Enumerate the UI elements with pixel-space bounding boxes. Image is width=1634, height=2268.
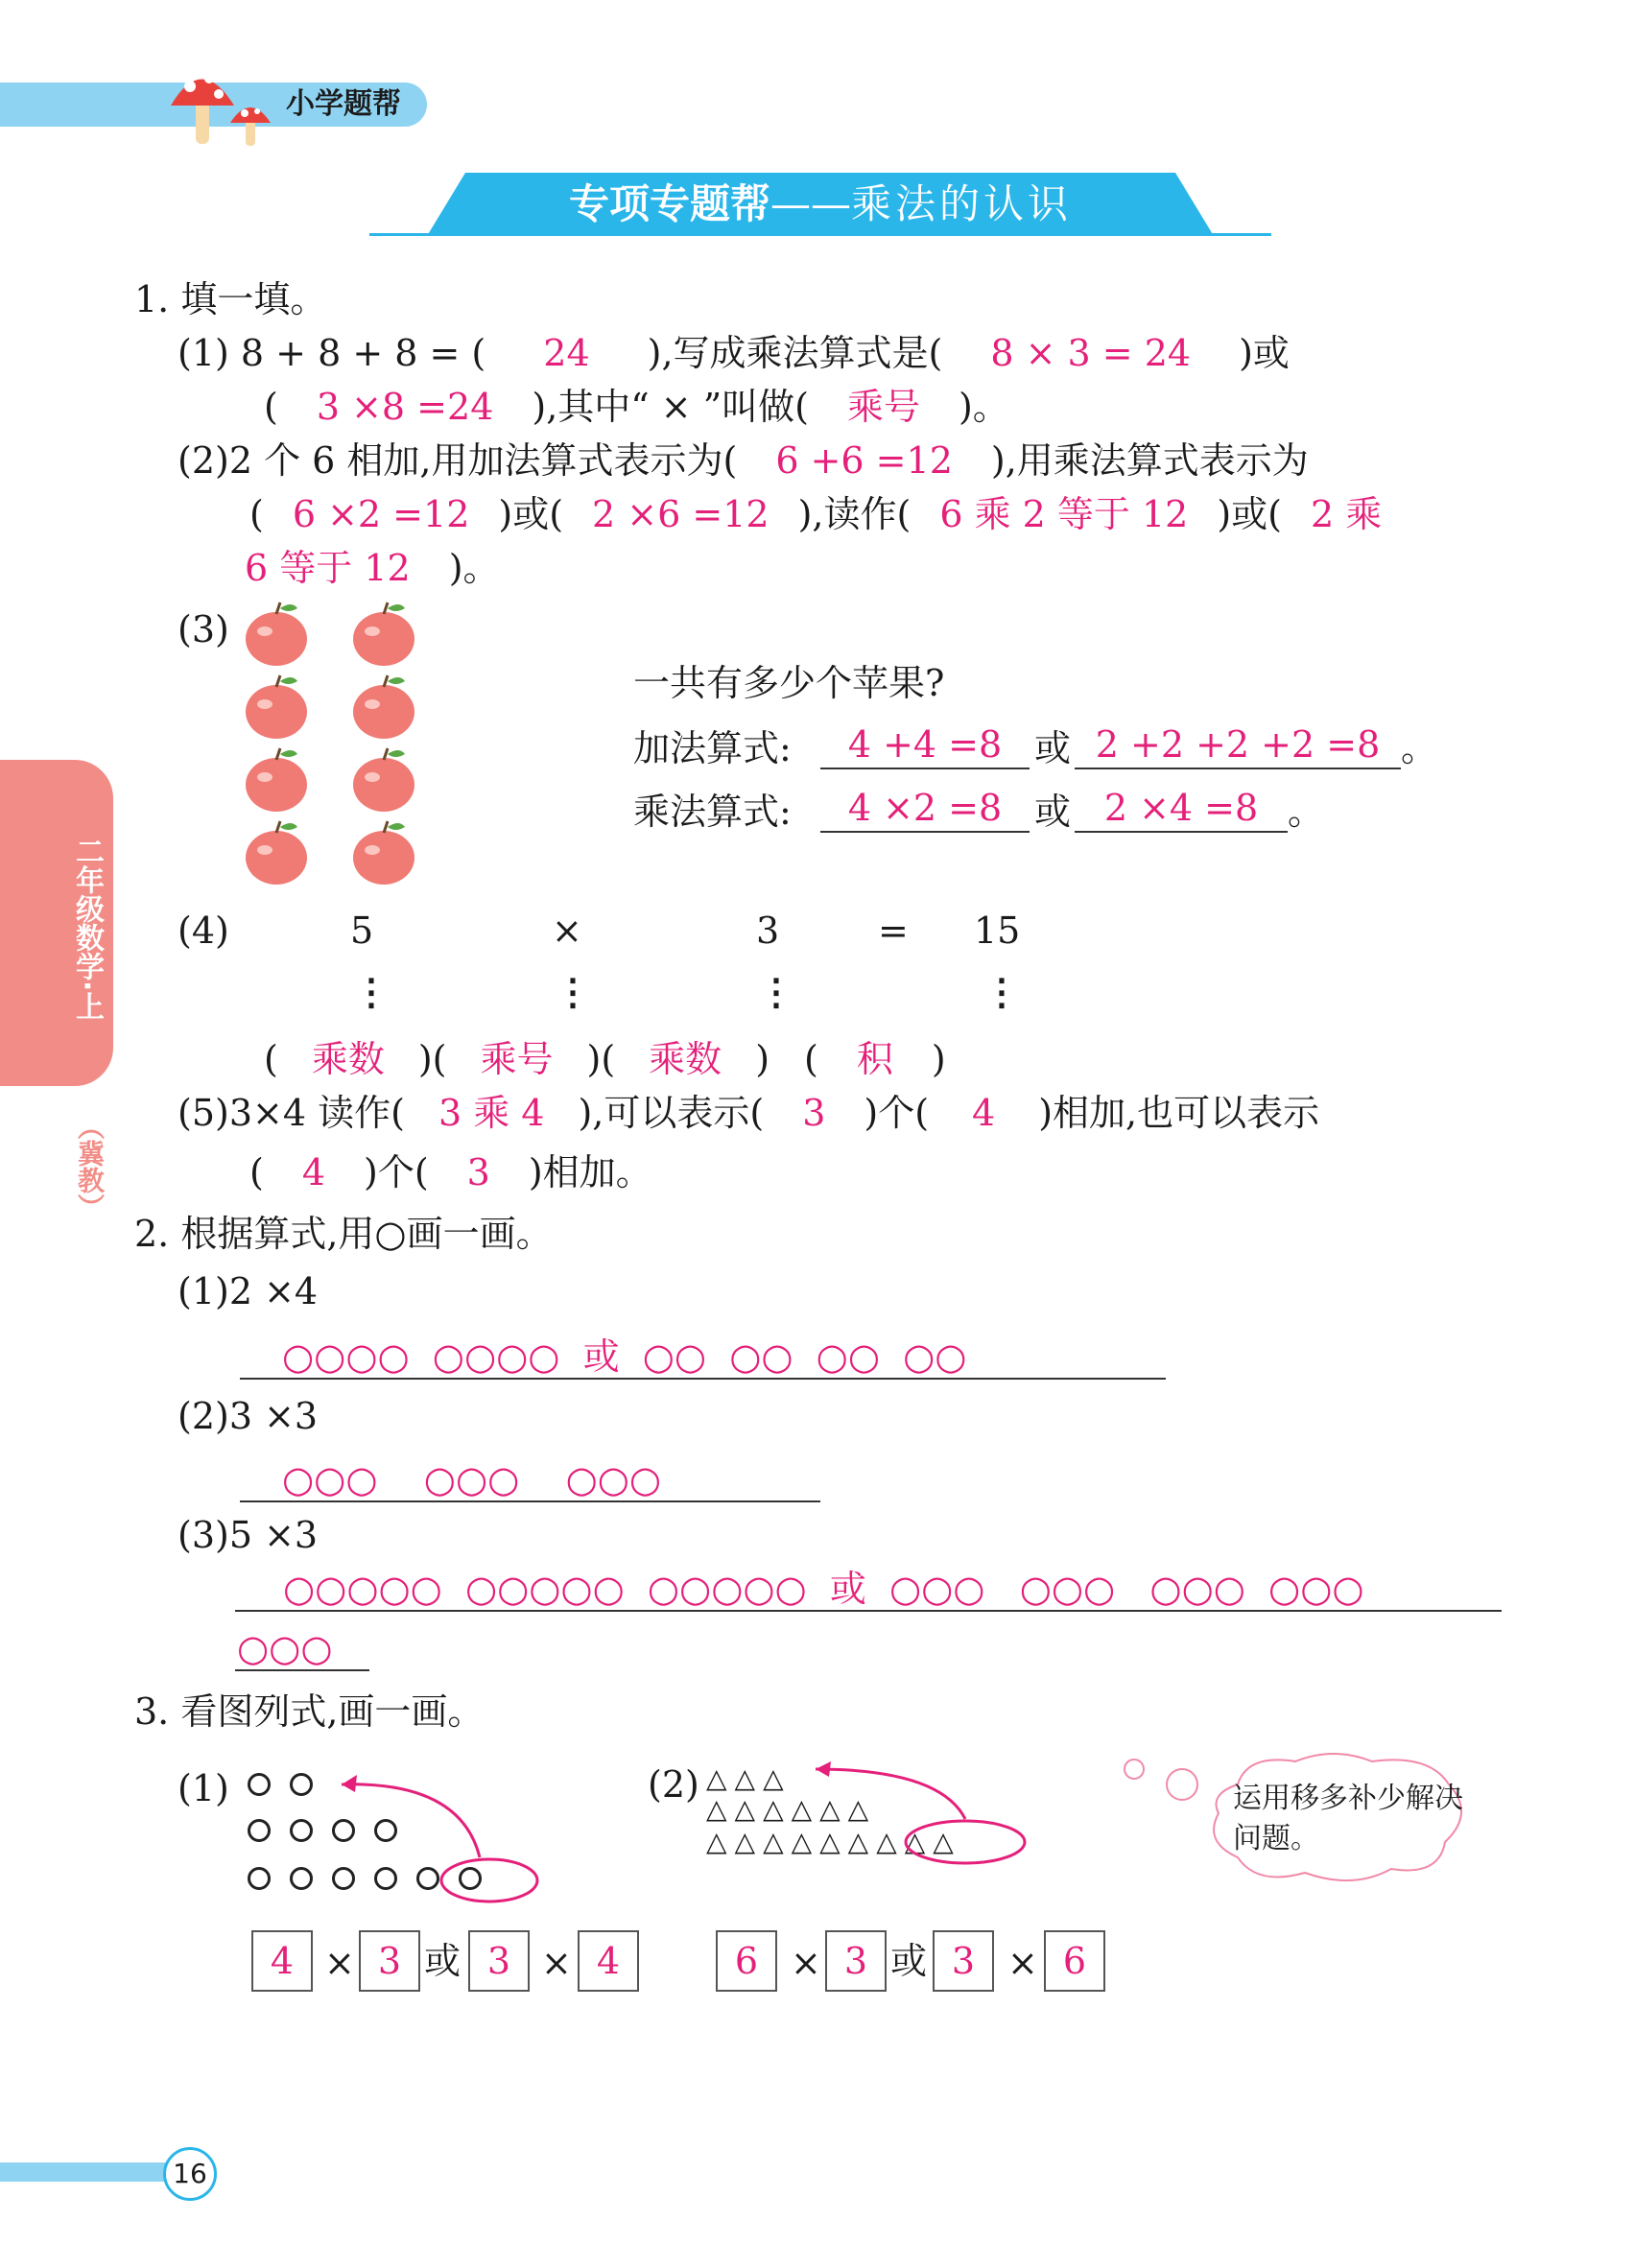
- title-main: 专项专题帮: [568, 180, 770, 227]
- circle-icon: [248, 1773, 271, 1796]
- side-tab-grade: 二年级数学·上: [70, 837, 104, 1021]
- q1-p4-label: (4): [178, 910, 229, 952]
- q1-p3-mul-answer-1: 4 ×2 =8: [820, 785, 1030, 833]
- q1-p5-answer-3: 4: [972, 1092, 996, 1134]
- q1-p2-answer-5a: 2 乘: [1311, 493, 1383, 535]
- q1-p2-answer-4: 6 乘 2 等于 12: [939, 493, 1189, 535]
- q1-p4-factor-1: 5: [350, 910, 374, 952]
- q1-p5-answer-2: 3: [802, 1092, 826, 1134]
- q1-p4-product: 15: [974, 910, 1021, 952]
- q1-p3-mul-answer-2: 2 ×4 =8: [1075, 785, 1288, 833]
- q1-p2-answer-5b: 6 等于 12: [245, 547, 411, 589]
- q1-p1-answer-4: 乘号: [846, 386, 920, 428]
- q1-p4-dots-1: ⋮: [353, 970, 390, 1013]
- q1-p2-text-c: (: [249, 493, 264, 535]
- q3-p2-move-arrow: [796, 1756, 1027, 1871]
- q2-p2-answer: ○○○ ○○○ ○○○: [240, 1456, 820, 1502]
- q1-p2-answer-1: 6 +6 =12: [775, 439, 953, 482]
- circle-icon: [290, 1819, 313, 1842]
- q1-p1-text-a: (1) 8 + 8 + 8 = (: [178, 332, 486, 374]
- apple-icon: [246, 675, 307, 739]
- q1-p5-text-f: )个(: [364, 1151, 429, 1193]
- apple-array: [240, 595, 432, 902]
- q1-p4-answers: [264, 1036, 946, 1082]
- q1-p1-text-b: ),写成乘法算式是(: [647, 332, 943, 374]
- apple-icon: [246, 602, 307, 666]
- q1-p1-answer-1: 24: [543, 332, 590, 374]
- q2-p3-answer-line-2: ○○○: [235, 1625, 369, 1671]
- q1-p5-line1: [178, 1090, 1319, 1136]
- q3-p2-answer-box-1: 6: [716, 1930, 777, 1992]
- q1-p2-line3: [245, 545, 500, 591]
- q1-p2-answer-3: 2 ×6 =12: [592, 493, 770, 535]
- q3-p1-times: ×: [324, 1942, 355, 1984]
- q3-p1-answer-box-4: 4: [578, 1930, 639, 1992]
- apple-icon: [246, 821, 307, 885]
- q1-p1-answer-2: 8 × 3 = 24: [990, 332, 1192, 374]
- q1-p3-mul-label: 乘法算式:: [633, 791, 792, 833]
- q3-p1-circle-row-1: [248, 1773, 332, 1800]
- q1-p1-text-c: )或: [1239, 332, 1290, 374]
- q2-p2-label: (2)3 ×3: [178, 1395, 319, 1437]
- q2-p1-label: (1)2 ×4: [178, 1270, 319, 1312]
- q1-p5-text-d: )相加,也可以表示: [1038, 1092, 1320, 1134]
- apple-icon: [246, 748, 307, 812]
- title-text: [427, 173, 1214, 236]
- q1-p2-answer-2: 6 ×2 =12: [292, 493, 470, 535]
- q1-p4-paren: (: [804, 1038, 818, 1080]
- q1-p2-text-b: ),用乘法算式表示为: [990, 439, 1309, 482]
- apple-icon: [353, 602, 414, 666]
- q3-p2-or: 或: [890, 1940, 928, 1982]
- q1-p3-add-end: 。: [1401, 727, 1438, 769]
- q1-p4-paren: (: [264, 1038, 278, 1080]
- q3-p2-answer-box-4: 6: [1044, 1930, 1105, 1992]
- q1-p4-paren: ): [417, 1038, 433, 1080]
- q1-p1-text-f: )。: [958, 386, 1009, 428]
- apple-icon: [353, 675, 414, 739]
- q3-p1-times: ×: [541, 1942, 572, 1984]
- q1-p5-text-c: )个(: [864, 1092, 930, 1134]
- q1-p1-text-e: ),其中“ × ”叫做(: [532, 386, 809, 428]
- q1-p4-answer-3: 乘数: [649, 1038, 722, 1080]
- q1-p2-line1: [178, 437, 1309, 484]
- q1-p5-answer-5: 3: [466, 1151, 490, 1193]
- q3-p1-label: (1): [178, 1767, 229, 1809]
- title-dash: ——: [770, 180, 851, 227]
- q1-p3-mul-or: 或: [1034, 791, 1072, 833]
- thought-text: 运用移多补少解决问题。: [1233, 1782, 1463, 1855]
- q1-p5-text-a: (5)3×4 读作(: [178, 1092, 405, 1134]
- q1-p3-add-answer-2: 2 +2 +2 +2 =8: [1075, 721, 1401, 769]
- q1-p2-text-g: )。: [448, 547, 500, 589]
- q2-heading: 2. 根据算式,用○画一画。: [134, 1213, 553, 1255]
- q1-p5-answer-4: 4: [301, 1151, 326, 1193]
- q1-p5-text-b: ),可以表示(: [578, 1092, 765, 1134]
- q3-p1-or: 或: [424, 1940, 462, 1982]
- q1-p5-line2: [249, 1149, 652, 1195]
- q3-p2-triangle-row-1: △△△: [706, 1762, 792, 1794]
- apple-icon: [353, 821, 414, 885]
- q1-p3-add-label: 加法算式:: [633, 727, 792, 769]
- q1-p1-text-d: (: [264, 386, 278, 428]
- q1-p3-add-answer-1: 4 +4 =8: [820, 721, 1030, 769]
- q3-p1-answer-box-1: 4: [251, 1930, 313, 1992]
- title-sub: 乘法的认识: [851, 180, 1073, 227]
- q1-p4-paren: ): [586, 1038, 602, 1080]
- q1-p4-dots-3: ⋮: [758, 970, 794, 1013]
- series-title: 小学题帮: [286, 87, 401, 121]
- q1-p2-line2: [249, 491, 1382, 537]
- q2-p1-answer: ○○○○ ○○○○ 或 ○○ ○○ ○○ ○○: [240, 1334, 1166, 1380]
- q3-p2-triangle-row-3: △△△△△△△△△: [706, 1826, 961, 1857]
- q3-heading: 3. 看图列式,画一画。: [134, 1690, 485, 1733]
- q1-p1-line2: [264, 384, 1009, 430]
- q1-p1-line1: [178, 330, 1290, 376]
- q1-p1-answer-3: 3 ×8 =24: [316, 386, 494, 428]
- q2-p3-answer-line-1: ○○○○○ ○○○○○ ○○○○○ 或 ○○○ ○○○ ○○○ ○○○: [235, 1566, 1502, 1612]
- q3-p1-answer-box-2: 3: [359, 1930, 420, 1992]
- q3-p2-times: ×: [1007, 1942, 1038, 1984]
- q1-p3-mul-end: 。: [1288, 791, 1325, 833]
- q1-p4-answer-4: 积: [856, 1038, 893, 1080]
- q1-p4-times: ×: [552, 910, 582, 952]
- q1-p3-add-or: 或: [1034, 727, 1072, 769]
- q1-p4-equals: =: [878, 910, 909, 952]
- q1-p2-text-a: (2)2 个 6 相加,用加法算式表示为(: [178, 439, 738, 482]
- circle-icon: [248, 1867, 271, 1890]
- q1-p4-answer-1: 乘数: [311, 1038, 385, 1080]
- circle-icon: [248, 1819, 271, 1842]
- q3-p2-times: ×: [791, 1942, 821, 1984]
- q1-p4-paren: (: [601, 1038, 616, 1080]
- q1-p2-text-d: )或(: [498, 493, 564, 535]
- q3-p2-label: (2): [648, 1763, 699, 1806]
- q3-p1-move-arrow: [326, 1761, 547, 1905]
- q1-p4-paren: ): [755, 1038, 770, 1080]
- side-tab-edition: （冀教）: [74, 1113, 106, 1220]
- q1-p3-question: 一共有多少个苹果?: [633, 662, 945, 704]
- q1-p5-text-e: (: [249, 1151, 264, 1193]
- q2-p3-label: (3)5 ×3: [178, 1514, 319, 1556]
- q1-p4-factor-2: 3: [756, 910, 780, 952]
- q1-p3-label: (3): [178, 608, 229, 650]
- q1-p5-text-g: )相加。: [528, 1151, 652, 1193]
- q3-p2-answer-box-2: 3: [825, 1930, 887, 1992]
- mushroom-icon: [163, 58, 278, 149]
- q1-p4-dots-2: ⋮: [555, 970, 591, 1013]
- q1-p2-text-e: ),读作(: [797, 493, 912, 535]
- page-number: 16: [163, 2147, 217, 2201]
- circle-icon: [290, 1773, 313, 1796]
- q1-heading: 1. 填一填。: [134, 278, 327, 320]
- q3-p2-answer-box-3: 3: [933, 1930, 994, 1992]
- apple-icon: [353, 748, 414, 812]
- q1-p4-paren: (: [432, 1038, 447, 1080]
- q3-p1-answer-box-3: 3: [468, 1930, 530, 1992]
- q1-p4-paren: ): [931, 1038, 946, 1080]
- circle-icon: [290, 1867, 313, 1890]
- q1-p4-dots-4: ⋮: [983, 970, 1020, 1013]
- q1-p2-text-f: )或(: [1217, 493, 1282, 535]
- q1-p4-answer-2: 乘号: [480, 1038, 554, 1080]
- q3-p2-triangle-row-2: △△△△△△: [706, 1793, 877, 1825]
- q1-p5-answer-1: 3 乘 4: [438, 1092, 545, 1134]
